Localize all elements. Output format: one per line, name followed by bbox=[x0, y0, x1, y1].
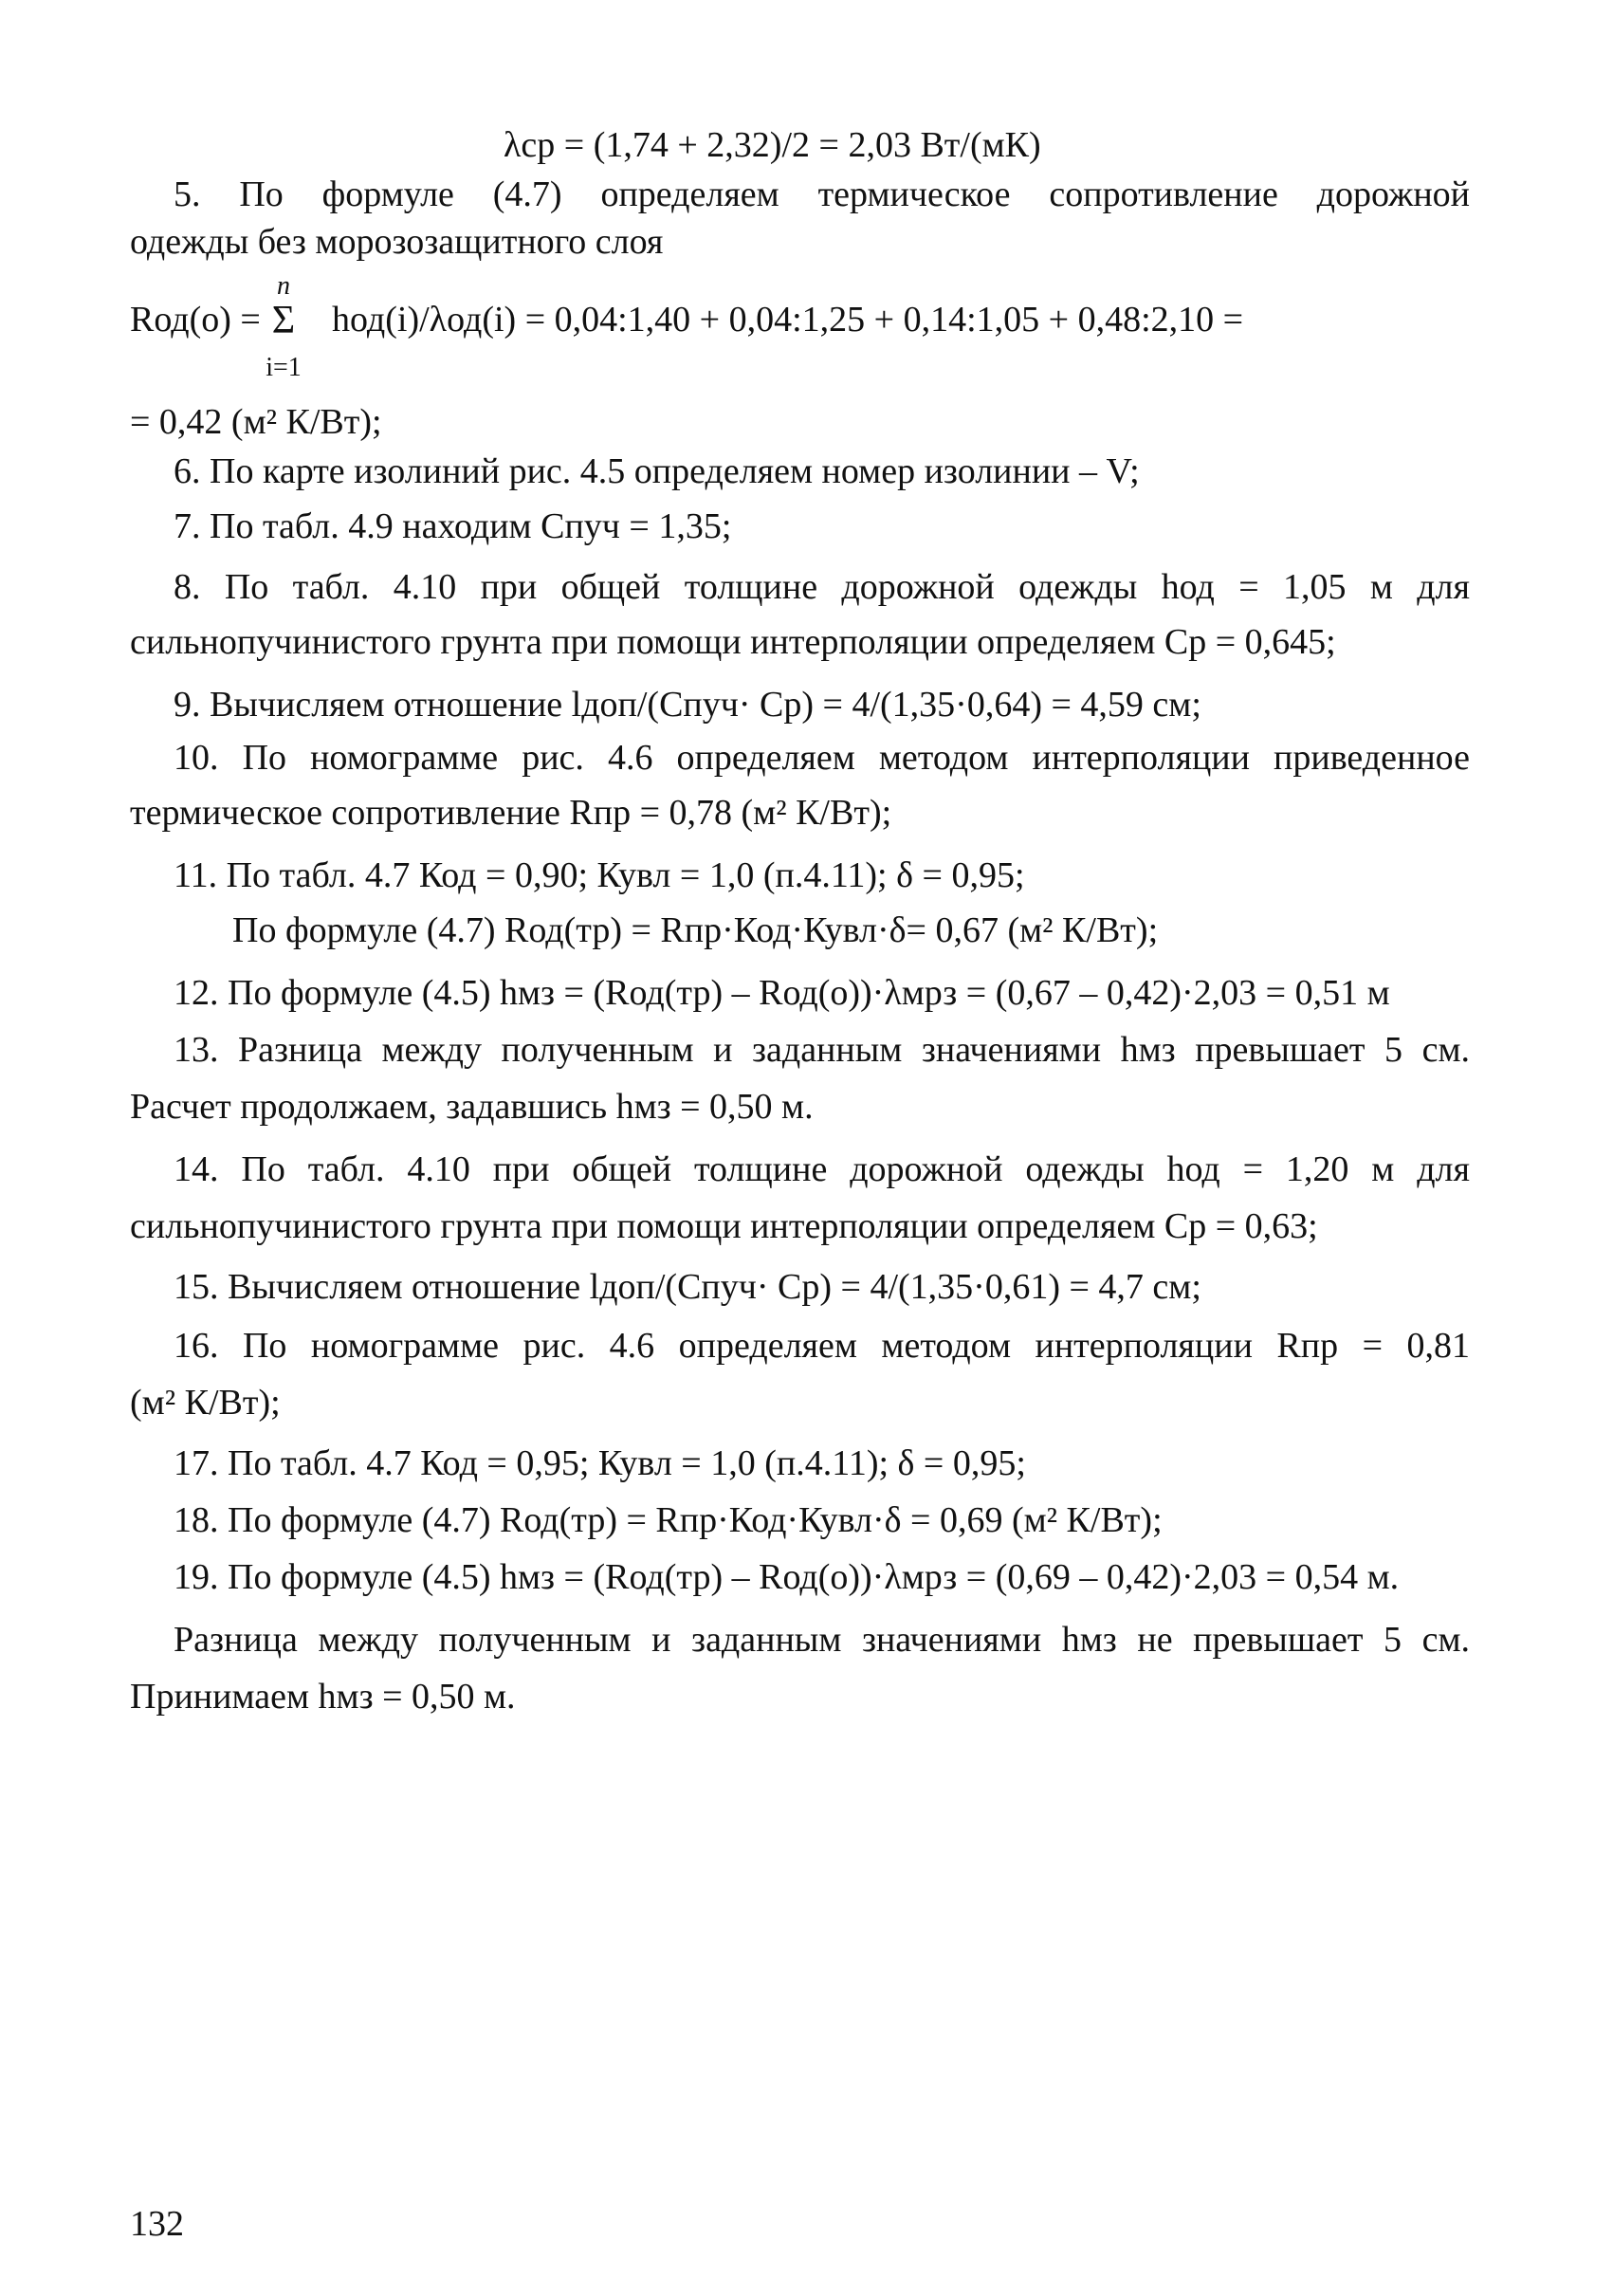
formula-r-od-o-lhs: Rод(о) = bbox=[130, 300, 261, 340]
paragraph-10-line-2: термическое сопротивление Rпр = 0,78 (м² К/Вт); bbox=[130, 793, 892, 833]
paragraph-17: 17. По табл. 4.7 Код = 0,95; Кувл = 1,0 (п.4.11); δ = 0,95; bbox=[174, 1443, 1026, 1483]
paragraph-15: 15. Вычисляем отношение lдоп/(Спуч· Ср) = 4/(1,35·0,61) = 4,7 см; bbox=[174, 1267, 1201, 1307]
paragraph-5-line-1: 5. По формуле (4.7) определяем термическое сопротивление дорожной bbox=[174, 174, 1470, 214]
paragraph-13-line-2: Расчет продолжаем, задавшись hмз = 0,50 м. bbox=[130, 1087, 814, 1127]
paragraph-11-formula: По формуле (4.7) Rод(тр) = Rпр·Код·Кувл·δ= 0,67 (м² К/Вт); bbox=[232, 910, 1159, 950]
paragraph-9: 9. Вычисляем отношение lдоп/(Спуч· Ср) = 4/(1,35·0,64) = 4,59 см; bbox=[174, 685, 1201, 725]
summation-upper-limit: n bbox=[277, 271, 290, 301]
formula-lambda-avg: λср = (1,74 + 2,32)/2 = 2,03 Вт/(мК) bbox=[504, 125, 1041, 165]
summation-sign: Σ bbox=[271, 299, 296, 342]
paragraph-16-line-2: (м² К/Вт); bbox=[130, 1383, 281, 1423]
paragraph-18: 18. По формуле (4.7) Rод(тр) = Rпр·Код·Кувл·δ = 0,69 (м² К/Вт); bbox=[174, 1500, 1163, 1540]
paragraph-14-line-2: сильнопучинистого грунта при помощи интерполяции определяем Ср = 0,63; bbox=[130, 1206, 1318, 1246]
conclusion-line-2: Принимаем hмз = 0,50 м. bbox=[130, 1677, 516, 1717]
paragraph-11: 11. По табл. 4.7 Код = 0,90; Кувл = 1,0 (п.4.11); δ = 0,95; bbox=[174, 855, 1025, 895]
paragraph-7: 7. По табл. 4.9 находим Спуч = 1,35; bbox=[174, 506, 732, 546]
paragraph-19: 19. По формуле (4.5) hмз = (Rод(тр) – Rод(о))·λмрз = (0,69 – 0,42)·2,03 = 0,54 м. bbox=[174, 1557, 1400, 1597]
paragraph-14-line-1: 14. По табл. 4.10 при общей толщине дорожной одежды hод = 1,20 м для bbox=[174, 1149, 1470, 1189]
page-number: 132 bbox=[130, 2204, 184, 2244]
paragraph-10-line-1: 10. По номограмме рис. 4.6 определяем методом интерполяции приведенное bbox=[174, 738, 1470, 778]
paragraph-13-line-1: 13. Разница между полученным и заданным значениями hмз превышает 5 см. bbox=[174, 1030, 1470, 1070]
paragraph-6: 6. По карте изолиний рис. 4.5 определяем номер изолинии – V; bbox=[174, 451, 1140, 491]
paragraph-5-line-2: одежды без морозозащитного слоя bbox=[130, 222, 664, 262]
formula-r-od-o-result: = 0,42 (м² К/Вт); bbox=[130, 402, 382, 442]
paragraph-12: 12. По формуле (4.5) hмз = (Rод(тр) – Rод(о))·λмрз = (0,67 – 0,42)·2,03 = 0,51 м bbox=[174, 973, 1390, 1013]
paragraph-16-line-1: 16. По номограмме рис. 4.6 определяем методом интерполяции Rпр = 0,81 bbox=[174, 1326, 1470, 1366]
paragraph-8-line-1: 8. По табл. 4.10 при общей толщине дорожной одежды hод = 1,05 м для bbox=[174, 567, 1470, 607]
summation-lower-limit: i=1 bbox=[266, 353, 302, 382]
formula-r-od-o-rhs: hод(i)/λод(i) = 0,04:1,40 + 0,04:1,25 + 0,14:1,05 + 0,48:2,10 = bbox=[332, 300, 1244, 340]
summation-symbol bbox=[265, 269, 302, 382]
conclusion-line-1: Разница между полученным и заданным значениями hмз не превышает 5 см. bbox=[174, 1620, 1470, 1660]
paragraph-8-line-2: сильнопучинистого грунта при помощи интерполяции определяем Ср = 0,645; bbox=[130, 622, 1336, 662]
